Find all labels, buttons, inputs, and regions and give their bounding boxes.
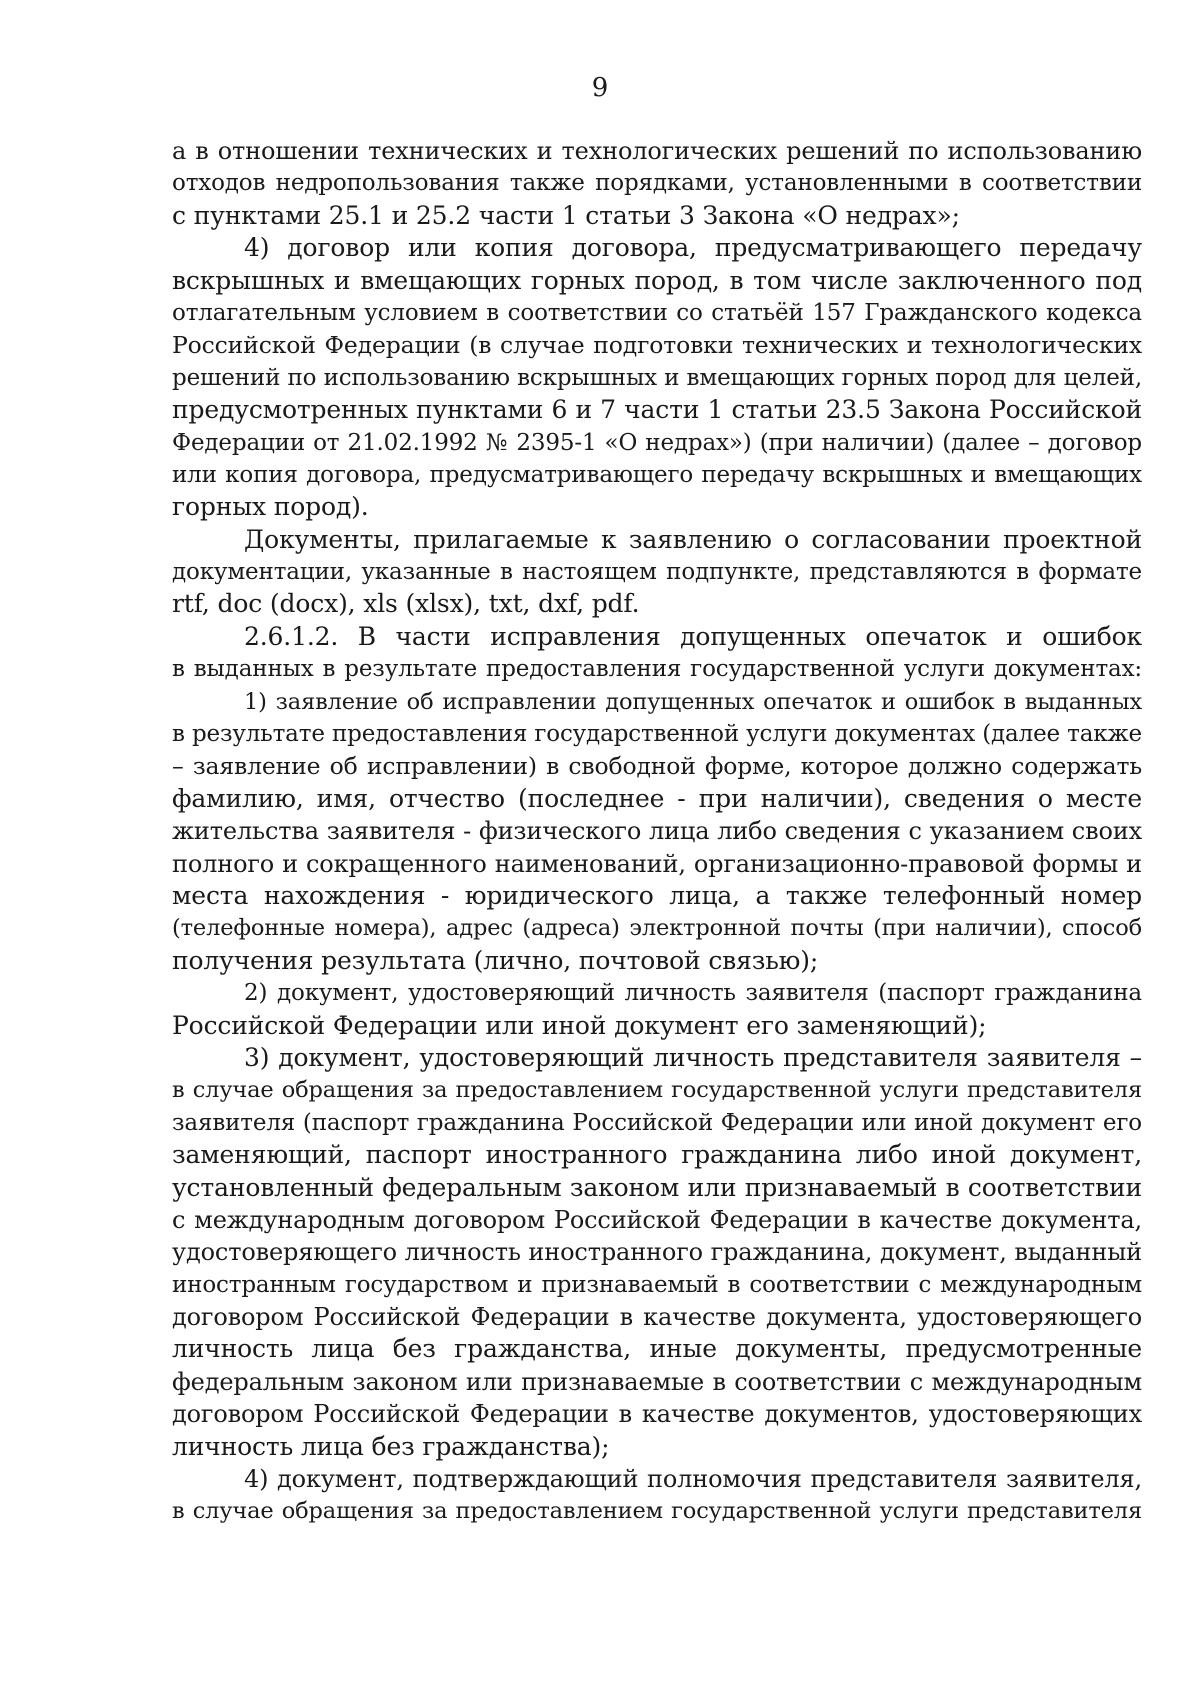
text-line: вскрышных и вмещающих горных пород, в том числе заключенного под [172,265,1142,295]
text-line: – заявление об исправлении) в свободной форме, которое должно содержать [172,752,1142,781]
page-number: 9 [591,73,609,103]
text-line: в случае обращения за предоставлением государственной услуги представителя [172,1077,1142,1104]
text-line: rtf, doc (docx), xls (xlsx), txt, dxf, pdf. [172,589,640,619]
text-line: полного и сокращенного наименований, организационно-правовой формы и [172,849,1142,878]
text-line: иностранным государством и признаваемый в соответствии с международным [172,1271,1142,1298]
text-line: личность лица без гражданства); [172,1431,610,1461]
text-line: фамилию, имя, отчество (последнее - при наличии), сведения о месте [172,783,1142,813]
text-line: Федерации от 21.02.1992 № 2395-1 «О недрах») (при наличии) (далее – договор [172,429,1142,456]
text-line: а в отношении технических и технологических решений по использованию [172,137,1142,165]
text-line: 2.6.1.2. В части исправления допущенных опечаток и ошибок [244,621,1142,651]
text-line: в случае обращения за предоставлением государственной услуги представителя [172,1498,1142,1525]
text-line: отлагательным условием в соответствии со статьёй 157 Гражданского кодекса [172,299,1142,326]
text-line: Российской Федерации (в случае подготовки технических и технологических [172,331,1142,360]
text-line: 1) заявление об исправлении допущенных опечаток и ошибок в выданных [244,688,1142,715]
text-line: 2) документ, удостоверяющий личность заявителя (паспорт гражданина [244,980,1142,1007]
text-line: места нахождения - юридического лица, а также телефонный номер [172,880,1142,910]
text-line: Документы, прилагаемые к заявлению о согласовании проектной [244,524,1142,554]
document-body [172,135,1142,1528]
text-line: с международным договором Российской Федерации в качестве документа, [172,1205,1142,1234]
text-line: (телефонные номера), адрес (адреса) электронной почты (при наличии), способ [172,915,1142,942]
text-line: заявителя (паспорт гражданина Российской Федерации или иной документ его [172,1109,1142,1136]
text-line: горных пород). [172,492,369,522]
text-line: 4) договор или копия договора, предусматривающего передачу [244,233,1142,263]
text-line: с пунктами 25.1 и 25.2 части 1 статьи 3 Закона «О недрах»; [172,200,960,230]
text-line: установленный федеральным законом или признаваемый в соответствии [172,1172,1142,1202]
text-line: 3) документ, удостоверяющий личность представителя заявителя – [244,1042,1142,1072]
text-line: или копия договора, предусматривающего передачу вскрышных и вмещающих [172,461,1142,488]
text-line: документации, указанные в настоящем подпункте, представляются в формате [172,559,1142,586]
text-line: договором Российской Федерации в качестве документов, удостоверяющих [172,1400,1142,1429]
text-line: отходов недропользования также порядками, установленными в соответствии [172,170,1142,197]
text-line: федеральным законом или признаваемые в соответствии с международным [172,1367,1142,1396]
text-line: решений по использованию вскрышных и вмещающих горных пород для целей, [172,364,1142,391]
text-line: в результате предоставления государственной услуги документах (далее также [172,721,1142,748]
text-line: получения результата (лично, почтовой связью); [172,945,819,975]
text-line: предусмотренных пунктами 6 и 7 части 1 статьи 23.5 Закона Российской [172,395,1142,425]
text-line: личность лица без гражданства, иные документы, предусмотренные [172,1334,1142,1364]
text-line: заменяющий, паспорт иностранного гражданина либо иной документ, [172,1140,1142,1170]
text-line: жительства заявителя - физического лица либо сведения с указанием своих [172,817,1142,846]
text-line: в выданных в результате предоставления государственной услуги документах: [172,656,1142,683]
text-line: договором Российской Федерации в качестве документа, удостоверяющего [172,1303,1142,1332]
text-line: удостоверяющего личность иностранного гражданина, документ, выданный [172,1238,1142,1267]
text-line: 4) документ, подтверждающий полномочия представителя заявителя, [244,1465,1142,1494]
text-line: Российской Федерации или иной документ его заменяющий); [172,1010,987,1040]
